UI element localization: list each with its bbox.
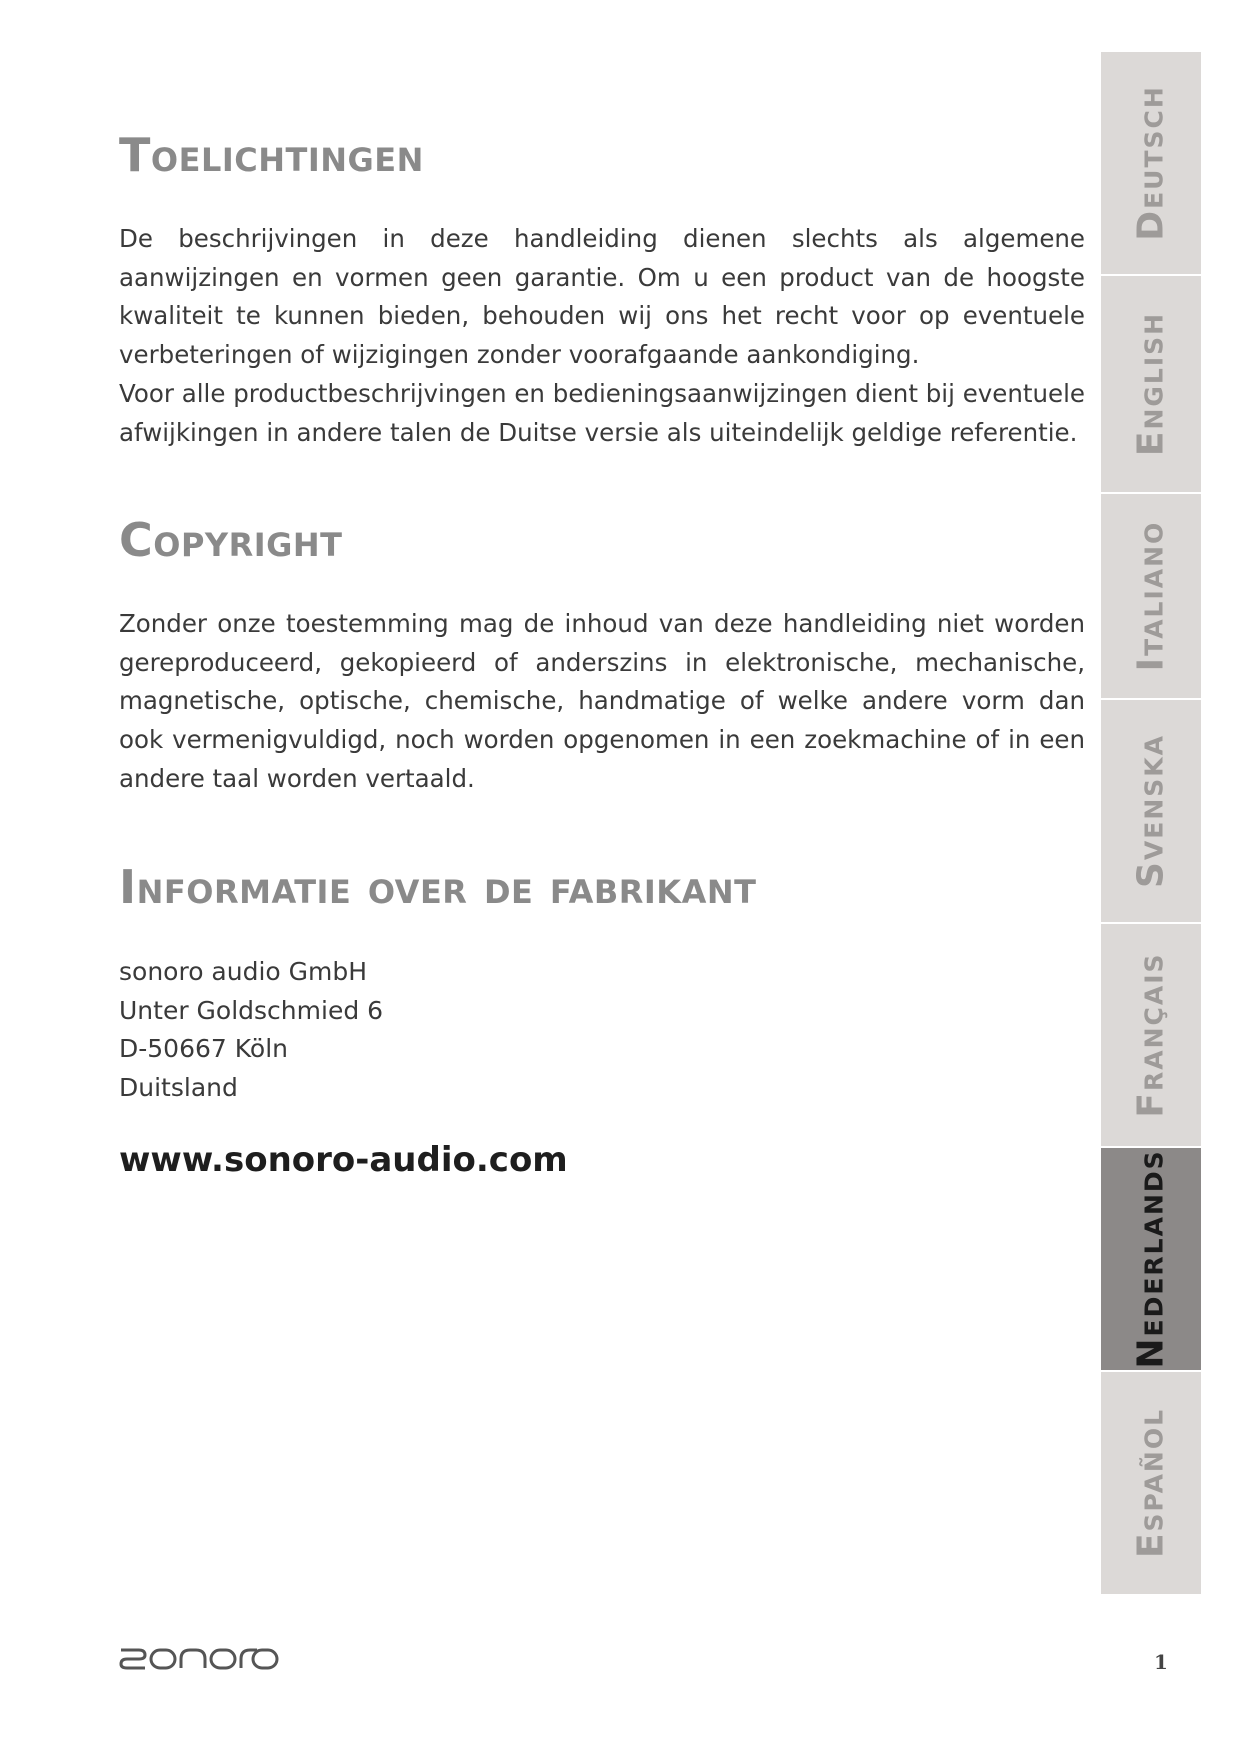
heading-fabrikant: Informatie over de fabrikant <box>119 860 757 914</box>
tab-label-francais: Français <box>1130 952 1172 1118</box>
tab-label-espanol: Español <box>1130 1407 1172 1559</box>
tab-svenska[interactable] <box>1101 700 1201 924</box>
tab-italiano[interactable] <box>1101 494 1201 700</box>
toelichtingen-paragraph-2: Voor alle productbeschrijvingen en bedieningsaanwijzingen dient bij eventuele afwijkingen in andere talen de Duitse versie als uiteindelijk geldige referentie. <box>119 378 1085 447</box>
tab-label-nederlands: Nederlands <box>1130 1149 1172 1369</box>
address-street: Unter Goldschmied 6 <box>119 995 384 1025</box>
heading-toelichtingen: Toelichtingen <box>119 128 424 182</box>
tab-label-english: English <box>1130 311 1172 457</box>
manufacturer-address <box>119 953 1085 1108</box>
address-city: D-50667 Köln <box>119 1034 288 1064</box>
tab-label-italiano: Italiano <box>1130 520 1172 672</box>
copyright-paragraph: Zonder onze toestemming mag de inhoud van deze handleiding niet worden gereproduceerd, gekopieerd of anderszins in elektronische, mechanische, magnetische, optische, chemische, handmatige of welke andere vorm dan ook vermenigvuldigd, noch worden opgenomen in een zoekmachine of in een andere taal worden vertaald. <box>119 609 1085 793</box>
address-country: Duitsland <box>119 1073 238 1103</box>
tab-espanol[interactable] <box>1101 1372 1201 1596</box>
sonoro-logo-mark <box>119 1642 279 1672</box>
address-company: sonoro audio GmbH <box>119 957 368 986</box>
tab-deutsch[interactable] <box>1101 52 1201 276</box>
tab-nederlands[interactable] <box>1101 1148 1201 1372</box>
toelichtingen-text <box>119 220 1085 452</box>
page-number: 1 <box>1154 1650 1168 1674</box>
toelichtingen-paragraph-1: De beschrijvingen in deze handleiding dienen slechts als algemene aanwijzingen en vormen geen garantie. Om u een product van de hoogste kwaliteit te kunnen bieden, behouden wij ons het recht voor op eventuele verbeteringen of wijzigingen zonder voorafgaande aankondiging. <box>119 224 1085 370</box>
heading-copyright: Copyright <box>119 513 343 567</box>
language-tabs <box>1101 52 1201 1596</box>
tab-francais[interactable] <box>1101 924 1201 1148</box>
tab-label-deutsch: Deutsch <box>1130 85 1172 241</box>
tab-label-svenska: Svenska <box>1130 733 1172 889</box>
website-link[interactable]: www.sonoro-audio.com <box>119 1140 568 1180</box>
tab-english[interactable] <box>1101 276 1201 494</box>
sonoro-logo <box>119 1642 279 1676</box>
